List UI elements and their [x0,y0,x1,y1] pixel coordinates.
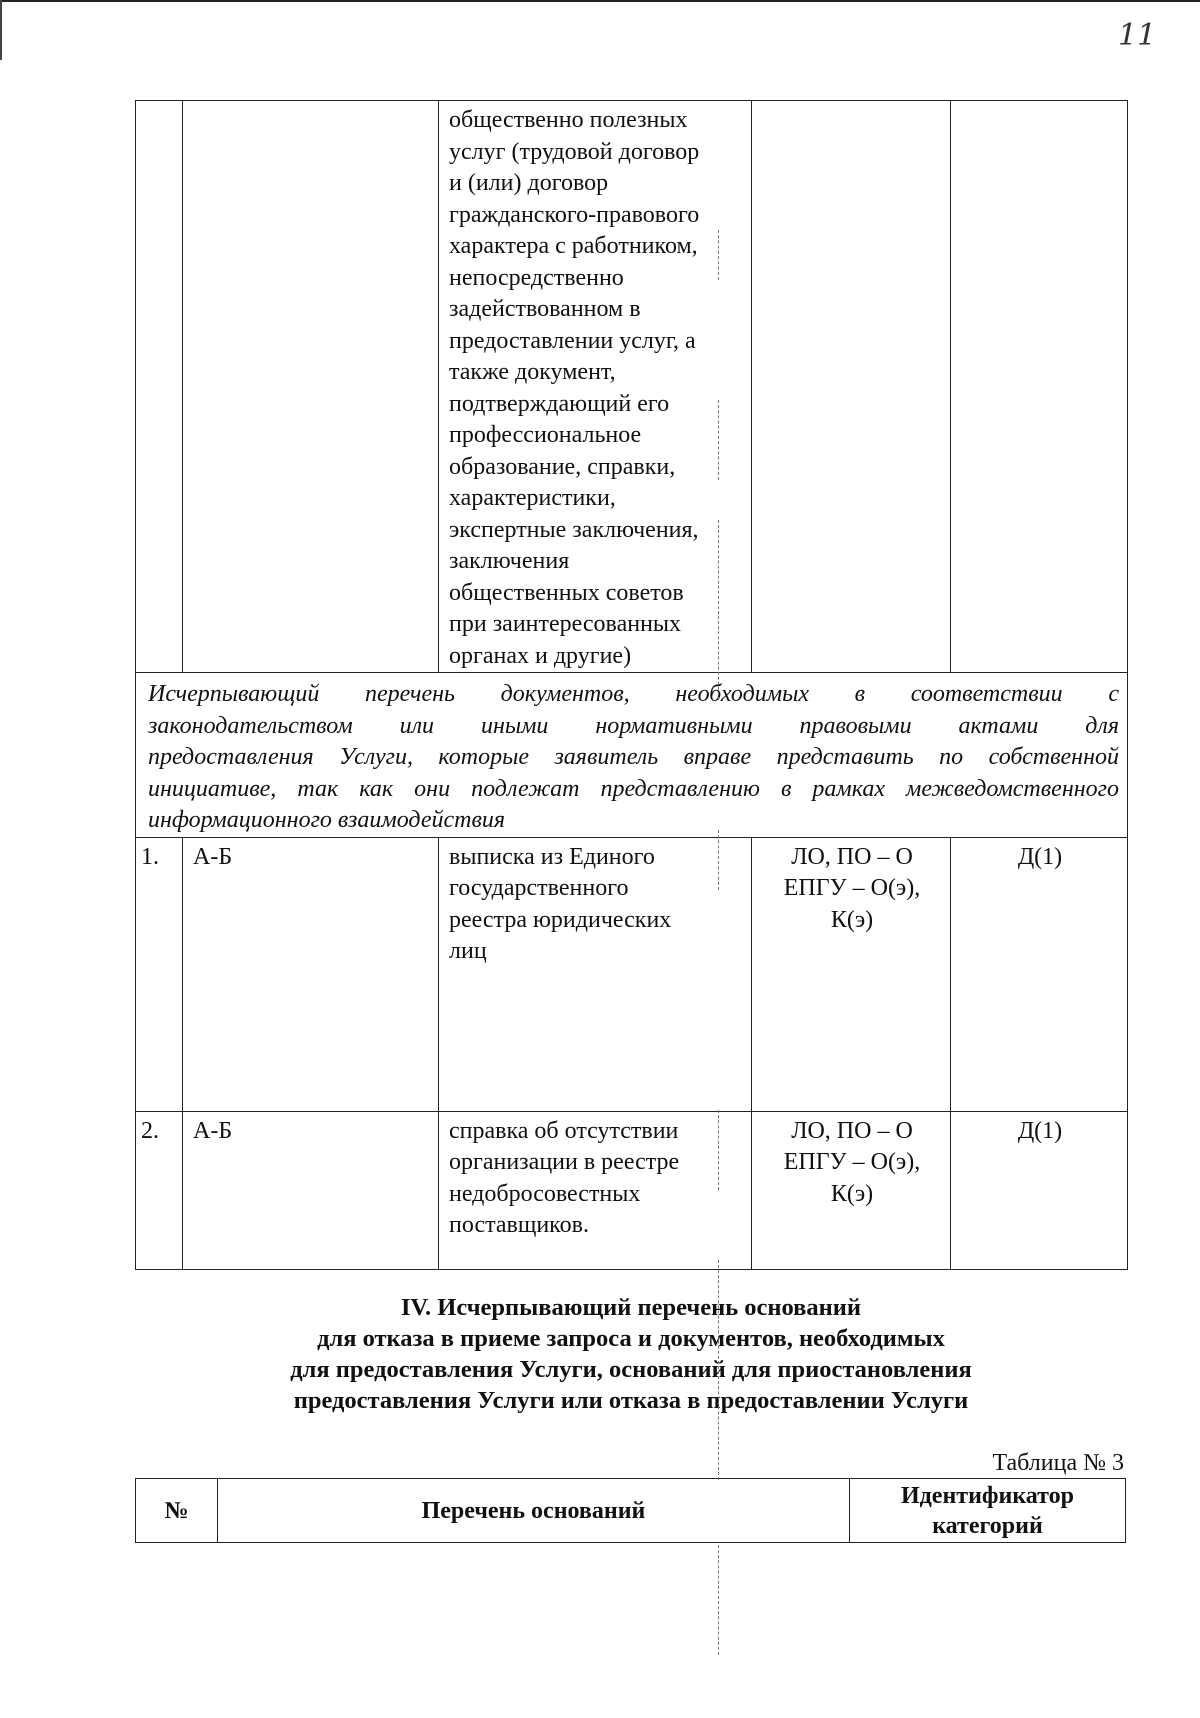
scan-artifact-line [718,1260,719,1480]
scan-left-border [0,0,2,60]
text-line: гражданского-правового [449,201,700,228]
text-line: подтверждающий его [449,390,670,417]
row-category: А-Б [183,1111,439,1269]
page-number: 11 [1118,18,1157,53]
table-row-subheading [136,673,1128,838]
row-number: 2. [136,1111,183,1269]
text-line: характеристики, [449,485,616,511]
subheading-line: законодательством или иными нормативными правовыми актами для [148,712,1119,739]
row-document [439,1111,752,1269]
row-number: 1. [136,837,183,1111]
text-line: непосредственно [449,264,624,291]
text-line: предоставлении услуг, а [449,327,696,354]
row-document [439,837,752,1111]
table-caption: Таблица № 3 [992,1450,1124,1476]
text-line: ЛО, ПО – О [791,843,913,870]
header-identifier-line: Идентификатор [900,1482,1074,1509]
section-title-line: IV. Исчерпывающий перечень оснований [400,1294,862,1321]
text-line: К(э) [830,906,874,933]
scan-top-border [0,0,1200,2]
header-number: № [136,1479,218,1543]
subheading-line: инициативе, так как они подлежат представлению в рамках межведомственного [148,775,1119,802]
text-line: общественно полезных [449,107,688,133]
subheading-line: информационного взаимодействия [148,807,506,833]
scan-artifact-line [718,830,719,890]
method-cell [752,101,951,673]
text-line: также документ, [449,359,616,385]
section-title-line: для отказа в приеме запроса и документов, необходимых [317,1325,945,1352]
text-line: при заинтересованных [449,611,682,637]
text-line: ЕПГУ – О(э), [783,1149,921,1175]
number-cell [136,101,183,673]
row-method [752,837,951,1111]
scan-artifact-line [718,230,719,280]
scan-artifact-line [718,400,719,480]
text-line: недобросовестных [449,1180,641,1207]
text-line: выписка из Единого [449,843,655,870]
document-cell [439,101,752,673]
section-title-line: для предоставления Услуги, оснований для приостановления [290,1356,972,1383]
text-line: профессиональное [449,422,642,448]
section-title [135,1292,1127,1416]
text-line: образование, справки, [449,453,676,480]
text-line: ЛО, ПО – О [791,1117,913,1144]
table-row [136,1111,1128,1269]
text-line: поставщиков. [449,1212,589,1238]
identifier-cell [951,101,1128,673]
text-line: К(э) [830,1180,874,1207]
text-line: заключения [449,548,570,574]
text-line: услуг (трудовой договор [449,138,700,165]
subheading-line: Исчерпывающий перечень документов, необходимых в соответствии с [148,681,1119,707]
category-cell [183,101,439,673]
text-line: органах и другие) [449,642,632,669]
scan-artifact-line [718,1110,719,1190]
text-line: ЕПГУ – О(э), [783,875,921,901]
scan-artifact-line [718,1545,719,1655]
text-line: государственного [449,875,629,901]
section-subheading [136,673,1128,838]
text-line: лиц [449,938,487,964]
text-line: реестра юридических [449,906,672,933]
row-identifier: Д(1) [951,837,1128,1111]
text-line: организации в реестре [449,1149,680,1175]
table-row [136,837,1128,1111]
text-line: справка об отсутствии [449,1117,679,1144]
row-category: А-Б [183,837,439,1111]
table-header-row [136,1479,1126,1543]
text-line: общественных советов [449,579,684,606]
header-identifier [850,1479,1126,1543]
section-title-line: предоставления Услуги или отказа в предоставлении Услуги [293,1387,969,1414]
text-line: задействованном в [449,296,641,322]
text-line: и (или) договор [449,170,609,196]
reasons-table [135,1478,1126,1543]
table-row-continuation [136,101,1128,673]
text-line: экспертные заключения, [449,516,699,543]
scan-artifact-line [718,520,719,700]
row-method [752,1111,951,1269]
documents-table [135,100,1128,1270]
text-line: характера с работником, [449,233,698,259]
row-identifier: Д(1) [951,1111,1128,1269]
header-identifier-line: категорий [932,1512,1043,1539]
subheading-line: предоставления Услуги, которые заявитель вправе представить по собственной [148,744,1119,770]
header-reasons: Перечень оснований [218,1479,850,1543]
